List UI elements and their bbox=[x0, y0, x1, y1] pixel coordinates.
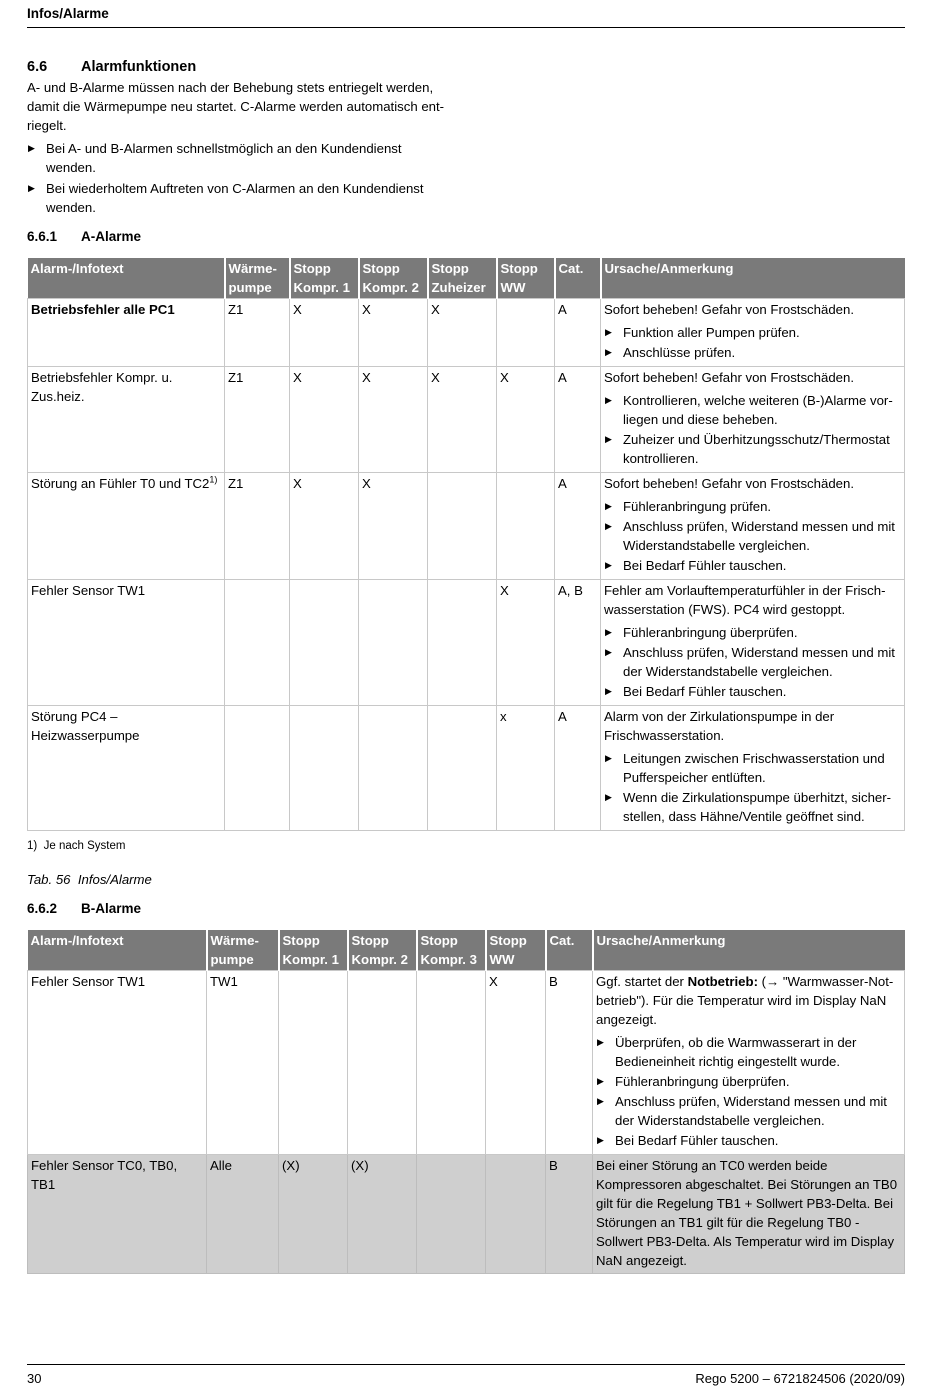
cell-stopp-kompr-1 bbox=[279, 971, 348, 1155]
cell-category: A bbox=[555, 706, 601, 831]
column-header: Wärmepumpe bbox=[225, 258, 290, 299]
column-header: Stopp WW bbox=[497, 258, 555, 299]
cell-stopp-ww bbox=[497, 473, 555, 580]
alarm-text-cell bbox=[28, 473, 225, 580]
cause-bullet: ▶ Zuheizer und Überhitzungsschutz/Thermostat kontrollieren. bbox=[604, 430, 901, 468]
cell-stopp-ww: x bbox=[497, 706, 555, 831]
intro-text: A- und B-Alarme müssen nach der Behebung stets entriegelt werden, damit die Wärmepumpe neu startet. C-Alarme werden automatisch entriegelt. bbox=[27, 80, 445, 133]
cell-category: B bbox=[546, 1155, 593, 1274]
cell-stopp-kompr-3 bbox=[417, 1155, 486, 1274]
table-row bbox=[28, 1155, 905, 1274]
intro-bullet: ▶ Bei A- und B-Alarmen schnellstmöglich an den Kundendienst wenden. bbox=[27, 139, 451, 177]
caption-text: Infos/Alarme bbox=[77, 872, 152, 887]
footnote-number: 1) bbox=[27, 840, 38, 852]
cell-stopp-kompr-1 bbox=[290, 580, 359, 706]
caption-number: Tab. 56 bbox=[27, 872, 71, 887]
a-alarms-heading bbox=[27, 227, 905, 246]
column-header: Ursache/Anmerkung bbox=[593, 930, 905, 971]
cause-bullet: ▶ Bei Bedarf Fühler tauschen. bbox=[596, 1131, 901, 1150]
b-alarms-heading bbox=[27, 899, 905, 918]
cause-text bbox=[596, 972, 901, 1029]
cause-text: Sofort beheben! Gefahr von Frostschäden. bbox=[604, 476, 854, 491]
cell-stopp-kompr-2: X bbox=[359, 299, 428, 367]
cell-stopp-kompr-1: X bbox=[290, 367, 359, 473]
cell-category: B bbox=[546, 971, 593, 1155]
cell-stopp-zuheizer bbox=[428, 580, 497, 706]
a-alarms-table bbox=[27, 258, 905, 831]
cell-waermepumpe: Z1 bbox=[225, 473, 290, 580]
cell-stopp-kompr-3 bbox=[417, 971, 486, 1155]
alarm-text: Fehler Sensor TC0, TB0, TB1 bbox=[28, 1155, 207, 1274]
column-header: Wärmepumpe bbox=[207, 930, 279, 971]
cell-stopp-zuheizer: X bbox=[428, 367, 497, 473]
column-header: Stopp Kompr. 1 bbox=[279, 930, 348, 971]
cause-bullets bbox=[604, 323, 901, 362]
column-header: Alarm-/Infotext bbox=[28, 258, 225, 299]
cell-stopp-kompr-2: X bbox=[359, 367, 428, 473]
column-header: Stopp Kompr. 2 bbox=[359, 258, 428, 299]
cause-bullet: ▶ Bei Bedarf Fühler tauschen. bbox=[604, 556, 901, 575]
table-row bbox=[28, 473, 905, 580]
cell-cause bbox=[601, 367, 905, 473]
table-caption bbox=[27, 870, 905, 889]
cell-stopp-zuheizer bbox=[428, 473, 497, 580]
column-header: Stopp WW bbox=[486, 930, 546, 971]
cell-stopp-ww: X bbox=[497, 367, 555, 473]
cell-cause bbox=[601, 299, 905, 367]
intro-bullet: ▶ Bei wiederholtem Auftreten von C-Alarmen an den Kundendienst wenden. bbox=[27, 179, 451, 217]
alarm-text: Fehler Sensor TW1 bbox=[28, 580, 225, 706]
cell-cause bbox=[593, 971, 905, 1155]
column-header: Stopp Kompr. 2 bbox=[348, 930, 417, 971]
cause-bullet: ▶ Fühleranbringung überprüfen. bbox=[596, 1072, 901, 1091]
cell-cause bbox=[601, 473, 905, 580]
cause-bullet: ▶ Kontrollieren, welche weiteren (B-)Alarme vorliegen und diese beheben. bbox=[604, 391, 901, 429]
cell-stopp-kompr-2 bbox=[348, 971, 417, 1155]
table-row bbox=[28, 971, 905, 1155]
column-header: Stopp Kompr. 3 bbox=[417, 930, 486, 971]
cell-stopp-ww: X bbox=[497, 580, 555, 706]
cell-stopp-zuheizer bbox=[428, 706, 497, 831]
cell-stopp-ww bbox=[497, 299, 555, 367]
table-header-row bbox=[28, 930, 905, 971]
table-header-row bbox=[28, 258, 905, 299]
cause-text: Sofort beheben! Gefahr von Frostschäden. bbox=[604, 370, 854, 385]
page-content bbox=[27, 58, 905, 1274]
cause-bullet: ▶ Fühleranbringung überprüfen. bbox=[604, 623, 901, 642]
table-row bbox=[28, 367, 905, 473]
cell-stopp-zuheizer: X bbox=[428, 299, 497, 367]
header-title: Infos/Alarme bbox=[27, 6, 109, 21]
alarm-text: Betriebsfehler Kompr. u. Zus.heiz. bbox=[28, 367, 225, 473]
cell-stopp-kompr-2 bbox=[359, 580, 428, 706]
cause-text: Sofort beheben! Gefahr von Frostschäden. bbox=[604, 302, 854, 317]
section-intro bbox=[27, 78, 452, 217]
cell-waermepumpe: Alle bbox=[207, 1155, 279, 1274]
cause-bullets bbox=[596, 1033, 901, 1150]
cause-bullet: ▶ Anschluss prüfen, Widerstand messen und mit der Widerstandstabelle vergleichen. bbox=[604, 643, 901, 681]
column-header: Ursache/Anmerkung bbox=[601, 258, 905, 299]
cause-bullets bbox=[604, 623, 901, 701]
cell-cause: Bei einer Störung an TC0 werden beide Kompressoren abgeschaltet. Bei Störungen an TB0 gilt für die Regelung TB1 + Sollwert PB3-Delta. Bei Störungen an TB1 gilt für die Regelung TB0 - Sollwert PB3-Delta. Als Temperatur wird im Display NaN angezeigt. bbox=[593, 1155, 905, 1274]
cause-text-end: (→ "Warmwasser-Notbetrieb"). Für die Temperatur wird im Display NaN angezeigt. bbox=[596, 974, 894, 1027]
cause-text: Alarm von der Zirkulationspumpe in der Frischwasserstation. bbox=[604, 709, 835, 743]
cell-waermepumpe: TW1 bbox=[207, 971, 279, 1155]
cause-bullets bbox=[604, 497, 901, 575]
column-header: Cat. bbox=[555, 258, 601, 299]
document-reference: Rego 5200 – 6721824506 (2020/09) bbox=[695, 1371, 905, 1386]
cell-stopp-kompr-1: X bbox=[290, 473, 359, 580]
section-heading bbox=[27, 58, 905, 77]
b-alarms-title: B-Alarme bbox=[81, 901, 142, 916]
page-header bbox=[27, 4, 905, 28]
b-alarms-number: 6.6.2 bbox=[27, 901, 58, 916]
alarm-text: Betriebsfehler alle PC1 bbox=[28, 299, 225, 367]
table-row bbox=[28, 706, 905, 831]
cell-category: A, B bbox=[555, 580, 601, 706]
footnote-marker: 1) bbox=[209, 474, 218, 485]
alarm-text: Störung an Fühler T0 und TC2 bbox=[31, 476, 210, 491]
cell-stopp-kompr-2: X bbox=[359, 473, 428, 580]
section-number: 6.6 bbox=[27, 59, 48, 75]
cause-bullet: ▶ Überprüfen, ob die Warmwasserart in der Bedieneinheit richtig eingestellt wurde. bbox=[596, 1033, 901, 1071]
cell-stopp-ww: X bbox=[486, 971, 546, 1155]
cell-stopp-kompr-1: X bbox=[290, 299, 359, 367]
cell-waermepumpe: Z1 bbox=[225, 367, 290, 473]
column-header: Stopp Zuheizer bbox=[428, 258, 497, 299]
cause-text-start: Ggf. startet der bbox=[596, 974, 688, 989]
column-header: Stopp Kompr. 1 bbox=[290, 258, 359, 299]
alarm-text: Störung PC4 – Heizwasserpumpe bbox=[28, 706, 225, 831]
table-row bbox=[28, 580, 905, 706]
cause-bullet: ▶ Bei Bedarf Fühler tauschen. bbox=[604, 682, 901, 701]
cell-category: A bbox=[555, 299, 601, 367]
cause-bullet: ▶ Leitungen zwischen Frischwasserstation und Pufferspeicher entlüften. bbox=[604, 749, 901, 787]
cell-stopp-kompr-1: (X) bbox=[279, 1155, 348, 1274]
alarm-text: Fehler Sensor TW1 bbox=[28, 971, 207, 1155]
cause-text-bold: Notbetrieb: bbox=[687, 974, 758, 989]
b-alarms-table bbox=[27, 930, 905, 1274]
section-title: Alarmfunktionen bbox=[81, 59, 197, 75]
cause-text: Fehler am Vorlauftemperaturfühler in der Frischwasserstation (FWS). PC4 wird gestoppt. bbox=[604, 583, 886, 617]
cell-stopp-ww bbox=[486, 1155, 546, 1274]
column-header: Alarm-/Infotext bbox=[28, 930, 207, 971]
cell-category: A bbox=[555, 367, 601, 473]
cell-stopp-kompr-2 bbox=[359, 706, 428, 831]
cause-bullet: ▶ Wenn die Zirkulationspumpe überhitzt, sicherstellen, dass Hähne/Ventile geöffnet sind. bbox=[604, 788, 901, 826]
cell-waermepumpe bbox=[225, 706, 290, 831]
intro-bullets bbox=[27, 139, 452, 217]
cell-waermepumpe: Z1 bbox=[225, 299, 290, 367]
cell-waermepumpe bbox=[225, 580, 290, 706]
page-number: 30 bbox=[27, 1371, 42, 1386]
page-footer bbox=[27, 1364, 905, 1388]
cause-bullet: ▶ Anschluss prüfen, Widerstand messen und mit der Widerstandstabelle vergleichen. bbox=[596, 1092, 901, 1130]
table-row bbox=[28, 299, 905, 367]
cause-bullets bbox=[604, 391, 901, 468]
cell-stopp-kompr-1 bbox=[290, 706, 359, 831]
cause-bullet: ▶ Anschluss prüfen, Widerstand messen und mit Widerstandstabelle vergleichen. bbox=[604, 517, 901, 555]
cell-category: A bbox=[555, 473, 601, 580]
cell-cause bbox=[601, 706, 905, 831]
a-alarms-title: A-Alarme bbox=[81, 229, 142, 244]
cause-bullets bbox=[604, 749, 901, 826]
cell-stopp-kompr-2: (X) bbox=[348, 1155, 417, 1274]
cause-bullet: ▶ Anschlüsse prüfen. bbox=[604, 343, 901, 362]
table-footnote bbox=[27, 837, 905, 856]
column-header: Cat. bbox=[546, 930, 593, 971]
cause-bullet: ▶ Funktion aller Pumpen prüfen. bbox=[604, 323, 901, 342]
footnote-text: Je nach System bbox=[43, 840, 126, 852]
a-alarms-number: 6.6.1 bbox=[27, 229, 58, 244]
cell-cause bbox=[601, 580, 905, 706]
cause-bullet: ▶ Fühleranbringung prüfen. bbox=[604, 497, 901, 516]
